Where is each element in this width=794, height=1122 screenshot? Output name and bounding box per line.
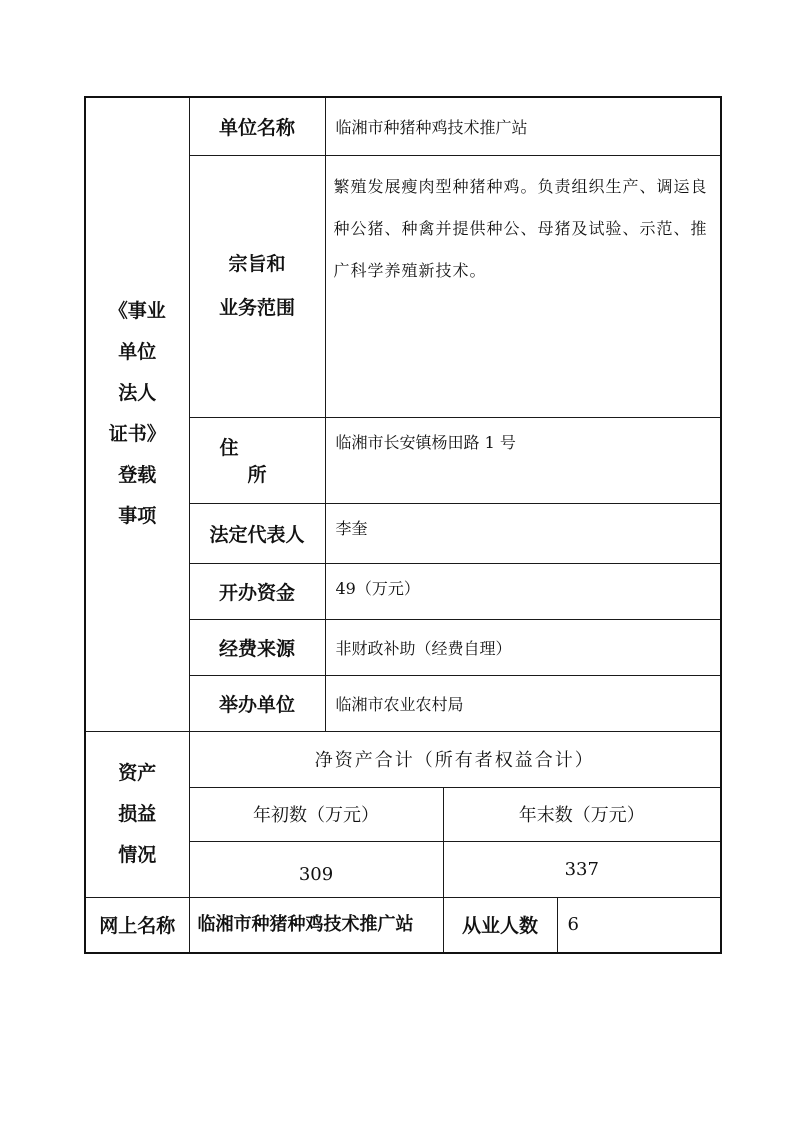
online-name-value: 临湘市种猪种鸡技术推广站 bbox=[189, 897, 443, 953]
funding-label: 经费来源 bbox=[189, 619, 325, 675]
net-assets-title: 净资产合计（所有者权益合计） bbox=[189, 731, 721, 787]
section-title-line: 事项 bbox=[118, 505, 157, 528]
sponsor-value: 临湘市农业农村局 bbox=[325, 675, 721, 731]
funding-value: 非财政补助（经费自理） bbox=[325, 619, 721, 675]
section-title-line: 《事业 bbox=[108, 300, 166, 323]
staff-value: 6 bbox=[557, 897, 721, 953]
unit-name-label: 单位名称 bbox=[189, 97, 325, 155]
capital-label: 开办资金 bbox=[189, 563, 325, 619]
section-title-line: 单位 bbox=[118, 341, 157, 364]
address-label bbox=[189, 417, 325, 503]
scope-label bbox=[189, 155, 325, 417]
assets-title-line: 损益 bbox=[118, 802, 157, 825]
scope-label-line: 宗旨和 bbox=[228, 253, 286, 275]
address-label-text: 住所 bbox=[219, 437, 323, 486]
assets-title-line: 资产 bbox=[118, 761, 157, 784]
scope-label-line: 业务范围 bbox=[218, 297, 295, 319]
assets-title-line: 情况 bbox=[118, 843, 157, 866]
section-title-line: 法人 bbox=[118, 382, 157, 405]
sponsor-label: 举办单位 bbox=[189, 675, 325, 731]
legal-rep-value: 李奎 bbox=[325, 503, 721, 563]
scope-value: 繁殖发展瘦肉型种猪种鸡。负责组织生产、调运良种公猪、种禽并提供种公、母猪及试验、示范、推广科学养殖新技术。 bbox=[325, 155, 721, 417]
online-name-label: 网上名称 bbox=[85, 897, 189, 953]
staff-label: 从业人数 bbox=[443, 897, 557, 953]
registration-form-table bbox=[84, 96, 722, 954]
unit-name-value: 临湘市种猪种鸡技术推广站 bbox=[325, 97, 721, 155]
section-title-line: 证书》 bbox=[108, 423, 166, 446]
capital-value: 49（万元） bbox=[325, 563, 721, 619]
begin-label: 年初数（万元） bbox=[189, 787, 443, 841]
section-title-line: 登载 bbox=[118, 464, 157, 487]
address-value: 临湘市长安镇杨田路 1 号 bbox=[325, 417, 721, 503]
assets-section-title bbox=[85, 731, 189, 897]
certificate-section-title bbox=[85, 97, 189, 731]
end-label: 年末数（万元） bbox=[443, 787, 721, 841]
begin-value: 309 bbox=[189, 841, 443, 897]
end-value: 337 bbox=[443, 841, 721, 897]
legal-rep-label: 法定代表人 bbox=[189, 503, 325, 563]
